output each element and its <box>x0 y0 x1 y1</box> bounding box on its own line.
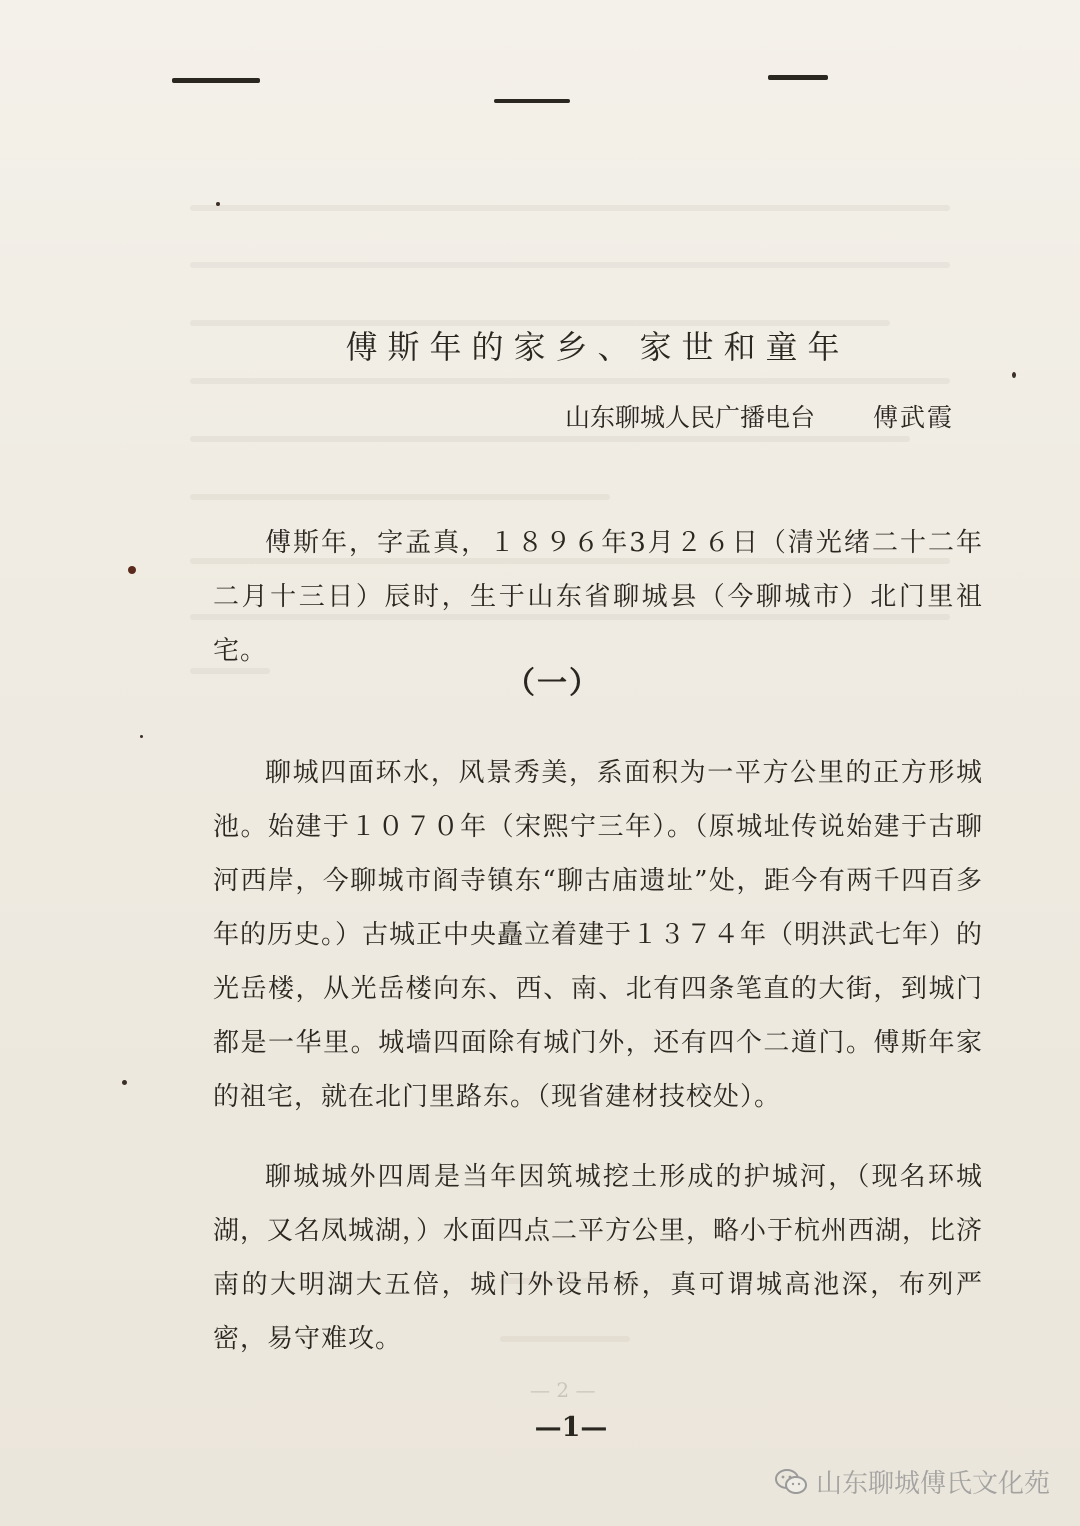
watermark-text: 山东聊城傅氏文化苑 <box>815 1469 1050 1499</box>
byline-author: 傅武霞 <box>873 403 955 432</box>
scan-artifact-center <box>494 99 570 103</box>
bleed-through-line <box>190 494 610 500</box>
bleed-through-line <box>190 262 950 268</box>
bleed-through-line <box>190 205 950 211</box>
ink-speck <box>1012 372 1016 378</box>
intro-paragraph: 傅斯年，字孟真，１８９６年3月２６日（清光绪二十二年二月十三日）辰时，生于山东省聊城县（今聊城市）北门里祖宅。 <box>213 528 983 666</box>
bleed-through-page-number: — 2 — <box>530 1378 596 1402</box>
watermark <box>774 1463 1050 1500</box>
document-title: 傅斯年的家乡、家世和童年 <box>345 328 850 366</box>
ink-speck <box>128 566 136 574</box>
body-paragraph: 聊城城外四周是当年因筑城挖土形成的护城河，（现名环城湖，又名凤城湖，）水面四点二平方公里，略小于杭州西湖，比济南的大明湖大五倍，城门外设吊桥，真可谓城高池深，布列严密，易守难攻。 <box>213 1162 984 1354</box>
bleed-through-line <box>190 436 910 442</box>
ink-speck <box>216 202 220 206</box>
scan-artifact-left <box>172 78 260 83</box>
scan-artifact-right <box>768 75 828 80</box>
wechat-icon <box>774 1467 808 1497</box>
bleed-through-line <box>190 378 950 384</box>
page-number: —1— <box>534 1412 608 1443</box>
ink-speck <box>140 735 143 738</box>
body-paragraph: 聊城四面环水，风景秀美，系面积为一平方公里的正方形城池。始建于１０７０年（宋熙宁三年）。（原城址传说始建于古聊河西岸，今聊城市阎寺镇东“聊古庙遗址”处，距今有两千四百多年的历史。）古城正中央矗立着建于１３７４年（明洪武七年）的光岳楼，从光岳楼向东、西、南、北有四条笔直的大街，到城门都是一华里。城墙四面除有城门外，还有四个二道门。傅斯年家的祖宅，就在北门里路东。（现省建材技校处）。 <box>213 758 984 1112</box>
ink-speck <box>122 1080 127 1085</box>
byline-organization: 山东聊城人民广播电台 <box>565 403 816 432</box>
byline <box>565 398 954 434</box>
section-heading: （一） <box>505 666 601 701</box>
